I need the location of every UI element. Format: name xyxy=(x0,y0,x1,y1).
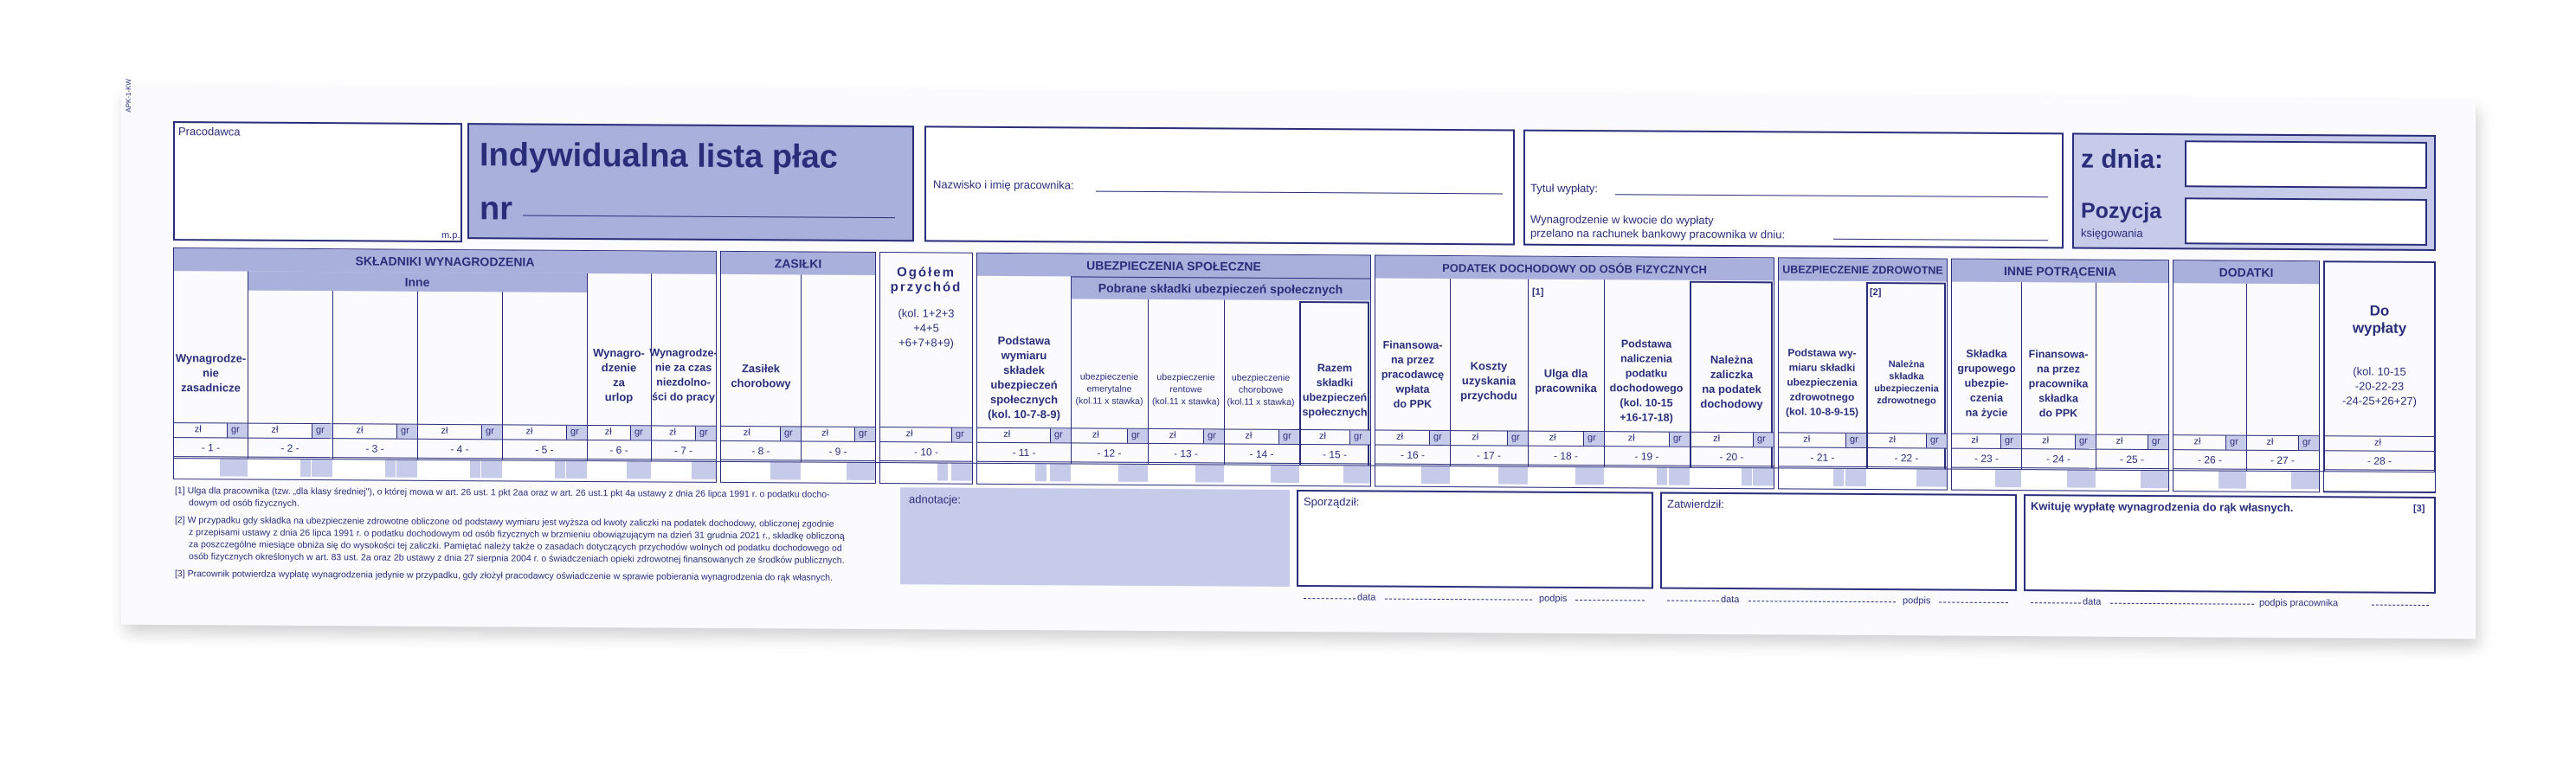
entry-cell[interactable] xyxy=(801,462,875,480)
entry-shade xyxy=(1343,466,1352,483)
entry-gr-cell[interactable] xyxy=(1429,466,1450,484)
payment-transfer-label: przelano na rachunek bankowy pracownika w dniu: xyxy=(1530,226,1786,241)
unit-gr: gr xyxy=(1131,429,1140,440)
unit-zl: zł xyxy=(356,425,364,436)
column-number: - 20 - xyxy=(1690,449,1774,467)
column-number: - 16 - xyxy=(1375,447,1450,466)
employer-box[interactable] xyxy=(173,121,462,242)
unit-zl: zł xyxy=(821,427,829,439)
list-nr-field[interactable] xyxy=(523,215,895,219)
col16-header: Finansowa- na przez pracodawcę wpłata do PPK xyxy=(1381,338,1445,410)
unit-cell xyxy=(2174,434,2246,451)
unit-cell xyxy=(417,424,502,440)
footnote-1b: dowym od osób fizycznych. xyxy=(189,498,299,509)
prepared-sign: podpis xyxy=(1539,593,1568,604)
column-number: - 18 - xyxy=(1528,448,1604,466)
signature-line xyxy=(2031,602,2081,603)
salary-header: SKŁADNIKI WYNAGRODZENIA xyxy=(355,253,535,269)
signature-line xyxy=(1939,602,2008,603)
unit-zl: zł xyxy=(271,424,279,435)
entry-shade xyxy=(1421,466,1430,484)
footnote-2c: za poszczególne miesiące obniża się do wysokości tej zaliczki. Pamiętać należy także o zasadach dotyczących przychodów wolnych od podatku dochodowego od xyxy=(189,539,842,554)
entry-gr-cell[interactable] xyxy=(2298,472,2319,489)
unit-zl: zł xyxy=(441,425,448,436)
payout-header: Do wypłaty xyxy=(2352,302,2407,337)
date-position-box xyxy=(2072,132,2436,251)
unit-gr: gr xyxy=(1054,429,1063,440)
entry-cell[interactable] xyxy=(1952,470,2021,487)
notes-label: adnotacje: xyxy=(909,492,961,506)
entry-cell[interactable] xyxy=(721,462,801,480)
unit-gr: gr xyxy=(859,427,867,439)
entry-cell[interactable] xyxy=(2021,470,2096,488)
unit-zl: zł xyxy=(1713,433,1721,444)
other-deductions-header: INNE POTRĄCENIA xyxy=(2004,263,2116,279)
prepared-label: Sporządził: xyxy=(1304,495,1360,509)
column-number: - 7 - xyxy=(651,442,716,459)
entry-gr-cell[interactable] xyxy=(396,460,417,478)
unit-cell xyxy=(1779,432,1866,448)
notes-box[interactable] xyxy=(900,487,1290,587)
footnote-1a: [1] Ulga dla pracownika (tzw. „dla klasy średniej"), o której mowa w art. 26 ust. 1 pkt 2aa oraz w art. 26 ust.1 pkt 4a ustawy z dnia 26 lipca 1991 r. o podatku docho- xyxy=(175,485,830,500)
column-number: - 5 - xyxy=(502,441,587,459)
employee-name-box[interactable] xyxy=(924,125,1515,245)
col24-header: Finansowa- na przez pracownika składka do PPK xyxy=(2028,347,2089,419)
unit-zl: zł xyxy=(2266,436,2274,447)
entry-cell[interactable] xyxy=(1528,467,1604,485)
column-number: - 25 - xyxy=(2096,452,2168,470)
date-label: z dnia: xyxy=(2081,145,2163,175)
entry-shade xyxy=(300,459,311,477)
entry-gr-cell[interactable] xyxy=(227,459,248,476)
unit-gr: gr xyxy=(2005,434,2013,447)
approved-label: Zatwierdził: xyxy=(1667,497,1724,511)
column-number: - 26 - xyxy=(2174,452,2246,470)
unit-gr: gr xyxy=(956,428,964,440)
unit-gr: gr xyxy=(1433,431,1442,443)
entry-cell[interactable] xyxy=(1224,465,1299,483)
column-number: - 17 - xyxy=(1450,447,1528,466)
unit-gr: gr xyxy=(1208,430,1216,441)
unit-cell xyxy=(248,423,332,440)
col21-header: Podstawa wy- miaru składki ubezpieczenia zdrowotnego (kol. 10-8-9-15) xyxy=(1785,345,1859,418)
payment-title-field[interactable] xyxy=(1615,194,2048,197)
column-number: - 6 - xyxy=(587,442,651,459)
entry-shade xyxy=(847,463,855,480)
payroll-form-sheet xyxy=(121,79,2476,639)
entry-cell[interactable] xyxy=(248,459,332,478)
col19-header: Podstawa naliczenia podatku dochodowego (kol. 10-15 +16-17-18) xyxy=(1609,337,1684,424)
unit-zl: zł xyxy=(2374,437,2381,448)
receipt-date: data xyxy=(2083,596,2102,607)
entry-gr-cell[interactable] xyxy=(1050,464,1071,481)
entry-shade xyxy=(1035,464,1046,481)
col1-header: Wynagrodze- nie zasadnicze xyxy=(175,350,247,395)
unit-cell xyxy=(2246,435,2319,452)
entry-gr-cell[interactable] xyxy=(2000,470,2021,487)
entry-cell[interactable] xyxy=(2246,472,2319,490)
col22-header: Należna składka ubezpieczenia zdrowotnego xyxy=(1874,359,1939,407)
unit-gr: gr xyxy=(2302,437,2311,448)
entry-cell[interactable] xyxy=(1375,466,1450,485)
entry-gr-cell[interactable] xyxy=(780,462,801,479)
entry-gr-cell[interactable] xyxy=(2225,472,2246,489)
salary-other-header: Inne xyxy=(404,274,430,289)
col22-ref: [2] xyxy=(1870,287,1882,299)
unit-zl: zł xyxy=(1549,432,1556,443)
unit-cell xyxy=(977,427,1071,444)
prepared-box[interactable] xyxy=(1297,490,1653,589)
approved-date: data xyxy=(1721,594,1740,606)
benefits-header: ZASIŁKI xyxy=(774,255,822,271)
column-number: - 14 - xyxy=(1224,446,1299,464)
entry-shade xyxy=(220,459,229,476)
unit-cell xyxy=(1604,431,1690,447)
unit-gr: gr xyxy=(2152,436,2161,447)
entry-gr-cell[interactable] xyxy=(1127,465,1148,482)
col11-header: Podstawa wymiaru składek ubezpieczeń społecznych (kol. 10-7-8-9) xyxy=(988,333,1060,421)
unit-zl: zł xyxy=(1889,434,1896,446)
col14-header: ubezpieczenie chorobowe (kol.11 x stawka) xyxy=(1227,372,1295,408)
unit-gr: gr xyxy=(2230,436,2238,447)
additions-header: DODATKI xyxy=(2219,264,2274,280)
column-number: - 27 - xyxy=(2246,453,2319,471)
unit-zl: zł xyxy=(1803,434,1811,445)
unit-cell xyxy=(1224,428,1299,445)
entry-cell[interactable] xyxy=(2096,471,2168,489)
column-number: - 22 - xyxy=(1866,450,1947,468)
receipt-sign: podpis pracownika xyxy=(2259,597,2339,609)
signature-line xyxy=(1385,599,1532,601)
column-number: - 12 - xyxy=(1071,445,1148,463)
col13-header: ubezpieczenie rentowe (kol.11 x stawka) xyxy=(1152,372,1220,408)
unit-gr: gr xyxy=(1930,434,1939,446)
unit-cell xyxy=(801,426,875,442)
col20-header: Należna zaliczka na podatek dochodowy xyxy=(1700,352,1763,411)
employee-name-label: Nazwisko i imię pracownika: xyxy=(933,177,1074,192)
entry-shade xyxy=(1657,468,1667,485)
entry-cell[interactable] xyxy=(1148,465,1224,483)
signature-line xyxy=(1304,598,1356,599)
unit-cell xyxy=(2021,434,2096,450)
unit-zl: zł xyxy=(1003,428,1011,440)
unit-zl: zł xyxy=(743,427,750,439)
unit-cell xyxy=(2324,435,2435,452)
entry-gr-cell[interactable] xyxy=(1507,466,1528,484)
col7-header: Wynagrodze- nie za czas niezdolno- ści do pracy xyxy=(649,346,718,403)
entry-gr-cell[interactable] xyxy=(481,460,502,478)
unit-zl: zł xyxy=(1396,431,1404,442)
entry-cell[interactable] xyxy=(1604,467,1690,485)
entry-cell[interactable] xyxy=(502,460,587,479)
unit-zl: zł xyxy=(1318,431,1326,442)
unit-gr: gr xyxy=(570,426,579,437)
entry-cell[interactable] xyxy=(417,460,502,479)
form-code: APK-1-KW xyxy=(125,79,132,112)
column-number: - 15 - xyxy=(1299,447,1370,465)
unit-cell xyxy=(1375,430,1450,447)
footnote-3: [3] Pracownik potwierdza wypłatę wynagrodzenia jedynie w przypadku, gdy złożył pracodawcy oświadczenie w sprawie pobierania wynagrodzenia do rąk własnych. xyxy=(175,569,833,583)
payment-date-field[interactable] xyxy=(1833,239,2048,241)
entry-gr-cell[interactable] xyxy=(312,459,332,477)
entry-shade xyxy=(1916,469,1926,486)
unit-cell xyxy=(502,424,587,440)
column-number: - 2 - xyxy=(248,440,332,459)
column-number: - 23 - xyxy=(1952,451,2021,468)
column-number: - 3 - xyxy=(332,440,417,459)
unit-zl: zł xyxy=(905,428,913,440)
entry-cell[interactable] xyxy=(651,461,716,479)
unit-gr: gr xyxy=(1757,434,1766,445)
entry-gr-cell[interactable] xyxy=(566,461,587,479)
social-deducted-header: Pobrane składki ubezpieczeń społecznych xyxy=(1098,280,1343,296)
position-label: Pozycja xyxy=(2081,198,2162,224)
entry-cell[interactable] xyxy=(1450,466,1528,485)
col18-ref: [1] xyxy=(1532,286,1544,298)
unit-cell xyxy=(1148,428,1224,445)
payout-formula: (kol. 10-15 -20-22-23 -24-25+26+27) xyxy=(2341,363,2417,408)
entry-gr-cell[interactable] xyxy=(1583,467,1604,485)
entry-cell[interactable] xyxy=(2324,472,2435,492)
entry-cell[interactable] xyxy=(2174,471,2246,489)
entry-shade xyxy=(692,462,699,479)
unit-gr: gr xyxy=(1283,430,1291,441)
unit-cell xyxy=(2096,434,2168,451)
entry-gr-cell[interactable] xyxy=(1753,468,1774,485)
entry-cell[interactable] xyxy=(1299,466,1370,484)
entry-shade xyxy=(627,461,634,479)
entry-row xyxy=(121,87,2476,101)
unit-gr: gr xyxy=(2079,435,2088,447)
title-box xyxy=(467,123,914,241)
approved-sign: podpis xyxy=(1903,595,1931,607)
entry-shade xyxy=(1995,470,2004,487)
col23-header: Składka grupowego ubezpie- czenia na życie xyxy=(1957,347,2016,419)
unit-cell xyxy=(587,425,651,440)
signature-line xyxy=(1575,600,1645,601)
unit-cell xyxy=(332,423,417,440)
entry-shade xyxy=(2067,470,2076,487)
unit-gr: gr xyxy=(486,426,494,437)
col8-header: Zasiłek chorobowy xyxy=(731,362,791,390)
col17-header: Koszty uzyskania przychodu xyxy=(1460,358,1517,402)
entry-cell[interactable] xyxy=(1779,468,1866,486)
list-nr-label: nr xyxy=(480,190,512,228)
entry-shade xyxy=(1498,466,1508,484)
entry-shade xyxy=(1742,468,1752,485)
unit-row xyxy=(121,87,2476,101)
unit-zl: zł xyxy=(2116,435,2123,447)
unit-cell xyxy=(1071,427,1148,444)
page-title: Indywidualna lista płac xyxy=(480,137,838,176)
entry-gr-cell[interactable] xyxy=(854,463,875,480)
signature-line xyxy=(2372,605,2429,606)
entry-shade xyxy=(937,463,949,480)
unit-cell xyxy=(1450,430,1528,447)
entry-cell[interactable] xyxy=(332,459,417,478)
footnote-2b: z przepisami ustawy z dnia 26 lipca 1991 r. o podatku dochodowym od osób fizycznych w brzmieniu obowiązującym na dzień 31 grudnia 2021 r., składkę obliczoną xyxy=(189,527,845,542)
receipt-box[interactable] xyxy=(2024,494,2436,594)
signature-line xyxy=(1748,601,1896,602)
unit-zl: zł xyxy=(1169,430,1176,441)
entry-gr-cell[interactable] xyxy=(1669,468,1690,485)
approved-box[interactable] xyxy=(1660,492,2017,592)
prepared-date: data xyxy=(1357,592,1376,603)
entry-shade xyxy=(1118,465,1128,482)
entry-shade xyxy=(2141,471,2149,488)
col18-header: Ulga dla pracownika xyxy=(1535,366,1597,395)
unit-gr: gr xyxy=(634,427,643,438)
unit-gr: gr xyxy=(1850,434,1858,445)
unit-gr: gr xyxy=(1587,433,1596,444)
unit-zl: zł xyxy=(1472,432,1479,443)
col15-header: Razem składki ubezpieczeń społecznych xyxy=(1302,362,1368,419)
signature-line xyxy=(2110,603,2254,605)
unit-zl: zł xyxy=(604,427,612,438)
unit-cell xyxy=(174,422,248,439)
entry-shade xyxy=(2219,471,2227,488)
entry-shade xyxy=(385,460,396,478)
entry-shade xyxy=(1271,466,1279,483)
col12-header: ubezpieczenie emerytalne (kol.11 x stawka) xyxy=(1075,371,1143,407)
unit-zl: zł xyxy=(2193,436,2201,447)
column-number: - 19 - xyxy=(1604,448,1690,466)
employer-label: Pracodawca xyxy=(178,125,241,138)
unit-cell xyxy=(1952,434,2021,449)
entry-gr-cell[interactable] xyxy=(1926,469,1947,486)
total-header: Ogółem przychód xyxy=(890,265,963,295)
column-number: - 13 - xyxy=(1148,446,1224,464)
receipt-ref: [3] xyxy=(2413,503,2425,514)
unit-zl: zł xyxy=(669,427,676,438)
unit-cell xyxy=(1690,432,1774,448)
unit-zl: zł xyxy=(1971,434,1979,446)
unit-cell xyxy=(651,425,716,440)
unit-cell xyxy=(1528,431,1604,447)
unit-zl: zł xyxy=(1627,433,1635,444)
unit-gr: gr xyxy=(784,427,793,439)
payment-amount-label: Wynagrodzenie w kwocie do wypłaty xyxy=(1530,212,1714,227)
entry-shade xyxy=(770,462,780,479)
health-header: UBEZPIECZENIE ZDROWOTNE xyxy=(1782,262,1943,277)
footnote-2a: [2] W przypadku gdy składka na ubezpieczenie zdrowotne obliczone od podstawy wymiaru jest wyższa od kwoty zaliczki na podatek dochodowy, obliczonej zgodnie xyxy=(175,515,834,530)
entry-gr-cell[interactable] xyxy=(2075,470,2096,487)
entry-gr-cell[interactable] xyxy=(1278,466,1299,483)
unit-zl: zł xyxy=(525,426,533,437)
column-number: - 24 - xyxy=(2021,451,2096,469)
unit-zl: zł xyxy=(194,424,202,435)
unit-gr: gr xyxy=(1511,432,1520,443)
unit-zl: zł xyxy=(2042,435,2050,447)
column-number: - 11 - xyxy=(977,445,1071,463)
entry-cell[interactable] xyxy=(1866,469,1947,487)
column-number: - 9 - xyxy=(801,443,875,461)
payment-box xyxy=(1523,130,2064,249)
entry-cell[interactable] xyxy=(1690,468,1774,486)
entry-cell[interactable] xyxy=(977,464,1071,482)
entry-shade xyxy=(1195,465,1205,482)
unit-cell xyxy=(1866,433,1947,449)
entry-shade xyxy=(2291,472,2300,489)
unit-gr: gr xyxy=(231,424,240,435)
unit-zl: zł xyxy=(1092,429,1099,440)
col6-header: Wynagro- dzenie za urlop xyxy=(593,346,645,404)
entry-gr-cell[interactable] xyxy=(1203,465,1224,482)
entry-cell[interactable] xyxy=(880,463,972,481)
payment-title-label: Tytuł wypłaty: xyxy=(1530,181,1599,196)
unit-cell xyxy=(880,427,972,443)
column-number: - 4 - xyxy=(417,441,502,459)
column-number: - 10 - xyxy=(880,444,972,462)
column-number: - 21 - xyxy=(1779,449,1866,467)
entry-gr-cell[interactable] xyxy=(951,464,972,481)
unit-zl: zł xyxy=(1245,430,1253,441)
entry-shade xyxy=(470,460,480,478)
date-field[interactable] xyxy=(2185,140,2427,189)
entry-gr-cell[interactable] xyxy=(2148,471,2168,488)
entry-shade xyxy=(1833,469,1844,486)
entry-cell[interactable] xyxy=(1071,464,1148,482)
social-header: UBEZPIECZENIA SPOŁECZNE xyxy=(1086,258,1261,273)
position-field[interactable] xyxy=(2185,197,2427,246)
unit-gr: gr xyxy=(1354,431,1362,442)
position-sub-label: księgowania xyxy=(2081,226,2143,240)
entry-cell[interactable] xyxy=(174,459,248,477)
entry-gr-cell[interactable] xyxy=(1349,466,1370,483)
unit-gr: gr xyxy=(401,425,409,436)
entry-gr-cell[interactable] xyxy=(1845,469,1866,486)
employee-name-field[interactable] xyxy=(1096,191,1503,195)
column-number-row xyxy=(121,87,2476,101)
receipt-label: Kwituję wypłatę wynagrodzenia do rąk własnych. xyxy=(2031,499,2294,515)
entry-cell[interactable] xyxy=(587,461,651,479)
tax-header: PODATEK DOCHODOWY OD OSÓB FIZYCZNYCH xyxy=(1442,260,1707,276)
stamp-label: m.p. xyxy=(441,229,460,241)
unit-gr: gr xyxy=(316,425,325,436)
column-number: - 8 - xyxy=(721,443,801,461)
unit-cell xyxy=(1299,429,1370,446)
footnote-2d: osób fizycznych określonych w art. 83 ust. 2a oraz 2b ustawy z dnia 27 sierpnia 2004 r. o świadczeniach opieki zdrowotnej finansowanych ze środków publicznych. xyxy=(189,551,845,566)
column-number: - 28 - xyxy=(2324,453,2435,471)
unit-cell xyxy=(721,426,801,442)
unit-gr: gr xyxy=(1673,433,1682,444)
entry-shade xyxy=(1575,467,1585,485)
column-number: - 1 - xyxy=(174,440,248,458)
unit-gr: gr xyxy=(699,427,708,438)
entry-shade xyxy=(555,461,565,479)
total-formula: (kol. 1+2+3 +4+5 +6+7+8+9) xyxy=(898,305,955,350)
